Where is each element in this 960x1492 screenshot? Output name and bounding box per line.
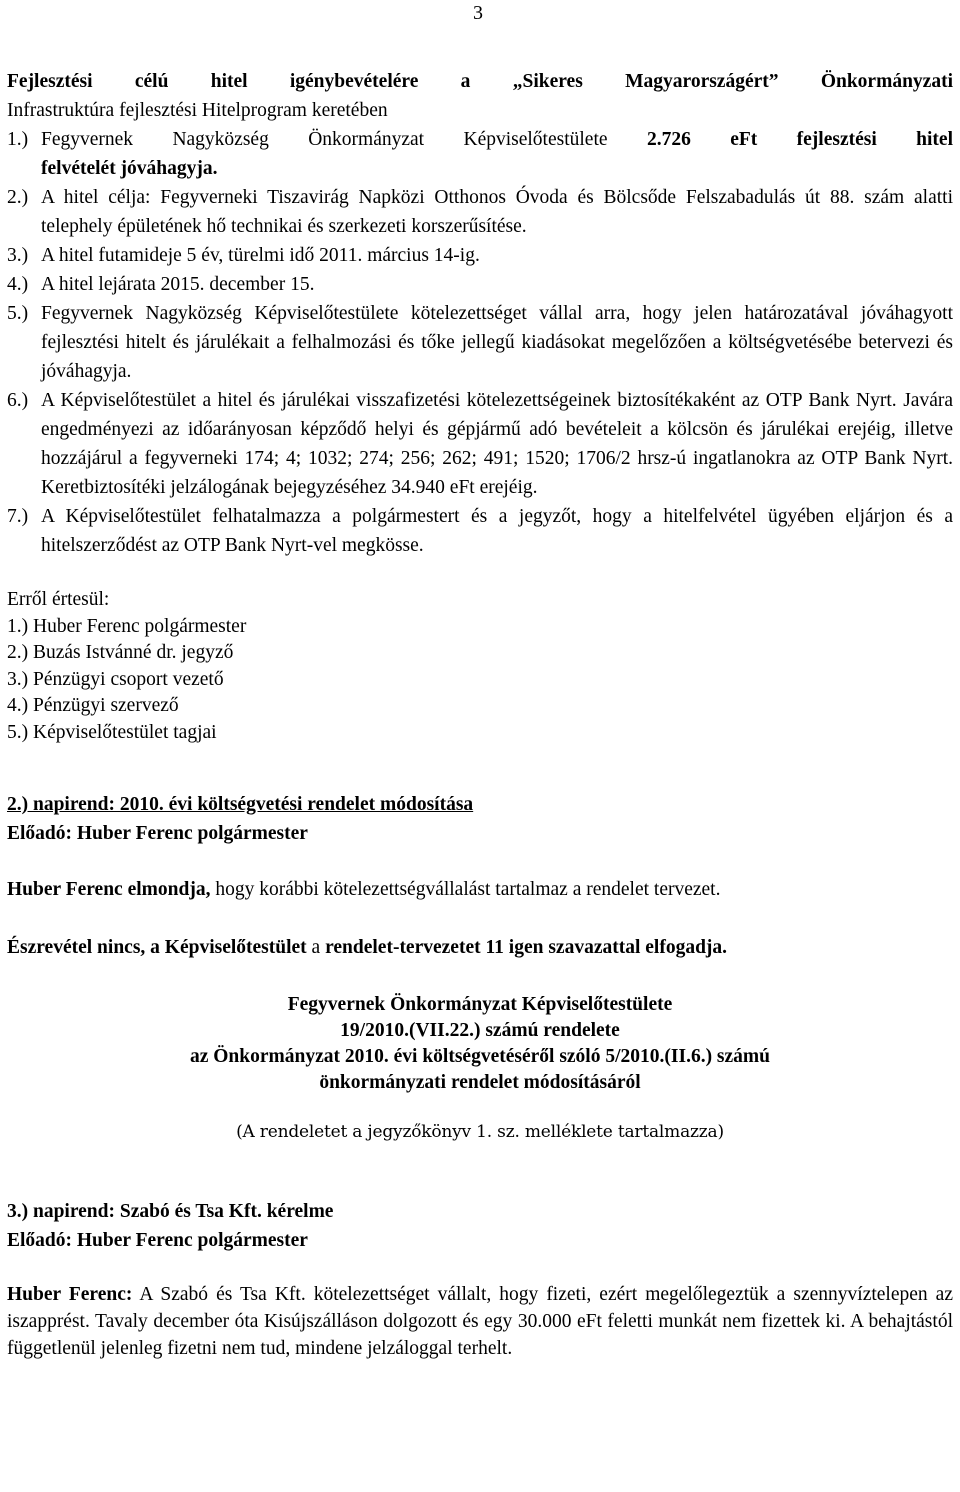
decree-title-block <box>7 992 953 1096</box>
recipient-item: 2.) Buzás Istvánné dr. jegyző <box>7 642 234 663</box>
agenda-presenter: Előadó: Huber Ferenc polgármester <box>7 823 308 844</box>
agenda-item-2 <box>7 790 953 848</box>
recipients-heading: Erről értesül: <box>7 589 110 610</box>
agenda-title: 2.) napirend: 2010. évi költségvetési rendelet módosítása <box>7 794 474 815</box>
observation-bold-2: rendelet-tervezetet 11 igen szavazattal elfogadja. <box>325 937 728 958</box>
item-text: A hitel lejárata 2015. december 15. <box>41 274 315 295</box>
speaker-statement <box>7 876 953 904</box>
observation-bold-1: Észrevétel nincs, a Képviselőtestület <box>7 937 307 958</box>
resolution-item-7 <box>7 502 953 560</box>
speaker-name: Huber Ferenc: <box>7 1284 133 1305</box>
item-text: A Képviselőtestület a hitel és járulékai visszafizetési kötelezettségeinek biztosítékaként az OTP Bank Nyrt. Javára engedményezi az időarányosan képződő helyi és gépjármű adó bevételeit a kölcsön és járulékai erejéig, illetve hozzájárul a fegyverneki 174; 4; 1032; 274; 256; 262; 491; 1520; 1706/2 hrsz-ú ingatlanokra az OTP Bank Nyrt. Keretbiztosítéki jelzálogának bejegyzéséhez 34.940 eFt erejéig. <box>41 390 953 498</box>
speaker-text: hogy korábbi kötelezettségvállalást tartalmaz a rendelet tervezet. <box>210 879 721 900</box>
item-text: Fegyvernek Nagyközség Képviselőtestülete kötelezettséget vállal arra, hogy jelen határozatával jóváhagyott fejlesztési hitelt és járulékait a felhalmozási és tőke jellegű kiadásokat megelőzően a költségvetésébe betervezi és jóváhagyja. <box>41 303 953 382</box>
heading-line-1: Fejlesztési célú hitel igénybevételére a „Sikeres Magyarországért” Önkormányzati <box>7 71 953 92</box>
decree-line-1: Fegyvernek Önkormányzat Képviselőtestülete <box>287 994 673 1015</box>
observation-mid: a <box>306 937 326 958</box>
item-text-bold: 2.726 eFt fejlesztési hitel <box>646 129 953 150</box>
resolution-item-2 <box>7 183 953 241</box>
item-text-bold-continued: felvételét jóváhagyja. <box>41 158 218 179</box>
agenda-item-3 <box>7 1197 953 1255</box>
section-heading <box>7 68 953 125</box>
resolution-item-4 <box>7 270 953 299</box>
recipient-item: 3.) Pénzügyi csoport vezető <box>7 668 224 690</box>
decree-line-2: 19/2010.(VII.22.) számú rendelete <box>340 1020 620 1041</box>
item-text: Fegyvernek Nagyközség Önkormányzat Képviselőtestülete <box>41 129 647 150</box>
item-number: 1.) <box>7 129 29 150</box>
item-text: A Képviselőtestület felhatalmazza a polgármestert és a jegyzőt, hogy a hitelfelvétel ügyében eljárjon és a hitelszerződést az OTP Bank Nyrt-vel megkösse. <box>41 506 953 556</box>
item-number: 7.) <box>7 506 29 527</box>
document-body <box>7 68 953 1362</box>
resolution-item-3 <box>7 241 953 270</box>
heading-line-2: Infrastruktúra fejlesztési Hitelprogram keretében <box>7 99 388 121</box>
page-number: 3 <box>473 2 483 24</box>
speaker-text: A Szabó és Tsa Kft. kötelezettséget vállalt, hogy fizeti, ezért megelőlegeztük a szennyvíztelepen az iszapprést. Tavaly december óta Kisújszálláson dolgozott és egy 30.000 eFt feletti munkát nem fizettek ki. A behajtástól függetlenül jelenleg fizetni nem tud, mindene jelzáloggal terhelt. <box>7 1284 953 1359</box>
agenda-title: 3.) napirend: Szabó és Tsa Kft. kérelme <box>7 1201 334 1222</box>
decree-line-4: önkormányzati rendelet módosításáról <box>319 1072 641 1093</box>
agenda-presenter: Előadó: Huber Ferenc polgármester <box>7 1230 308 1251</box>
decree-annex-note: (A rendeletet a jegyzőkönyv 1. sz. melléklete tartalmazza) <box>236 1122 724 1142</box>
decree-line-3: az Önkormányzat 2010. évi költségvetéséről szóló 5/2010.(II.6.) számú <box>189 1046 771 1067</box>
resolution-item-5 <box>7 299 953 386</box>
speaker-name: Huber Ferenc elmondja, <box>7 879 211 900</box>
item-number: 6.) <box>7 390 29 411</box>
item-text: A hitel futamideje 5 év, türelmi idő 2011. március 14-ig. <box>41 245 480 266</box>
observation-line <box>7 934 953 962</box>
item-number: 3.) <box>7 245 29 266</box>
recipient-item: 4.) Pénzügyi szervező <box>7 695 179 716</box>
recipient-item: 5.) Képviselőtestület tagjai <box>7 721 217 743</box>
recipient-item: 1.) Huber Ferenc polgármester <box>7 615 247 637</box>
item-number: 5.) <box>7 303 29 324</box>
resolution-item-1 <box>7 125 953 183</box>
recipients-list <box>7 587 953 746</box>
item-number: 4.) <box>7 274 29 295</box>
item-text: A hitel célja: Fegyverneki Tiszavirág Napközi Otthonos Óvoda és Bölcsőde Felszabadulás út 88. szám alatti telephely épületének hő technikai és szerkezeti korszerűsítése. <box>41 187 953 237</box>
resolution-item-6 <box>7 386 953 502</box>
speaker-statement <box>7 1281 953 1362</box>
item-number: 2.) <box>7 187 29 208</box>
